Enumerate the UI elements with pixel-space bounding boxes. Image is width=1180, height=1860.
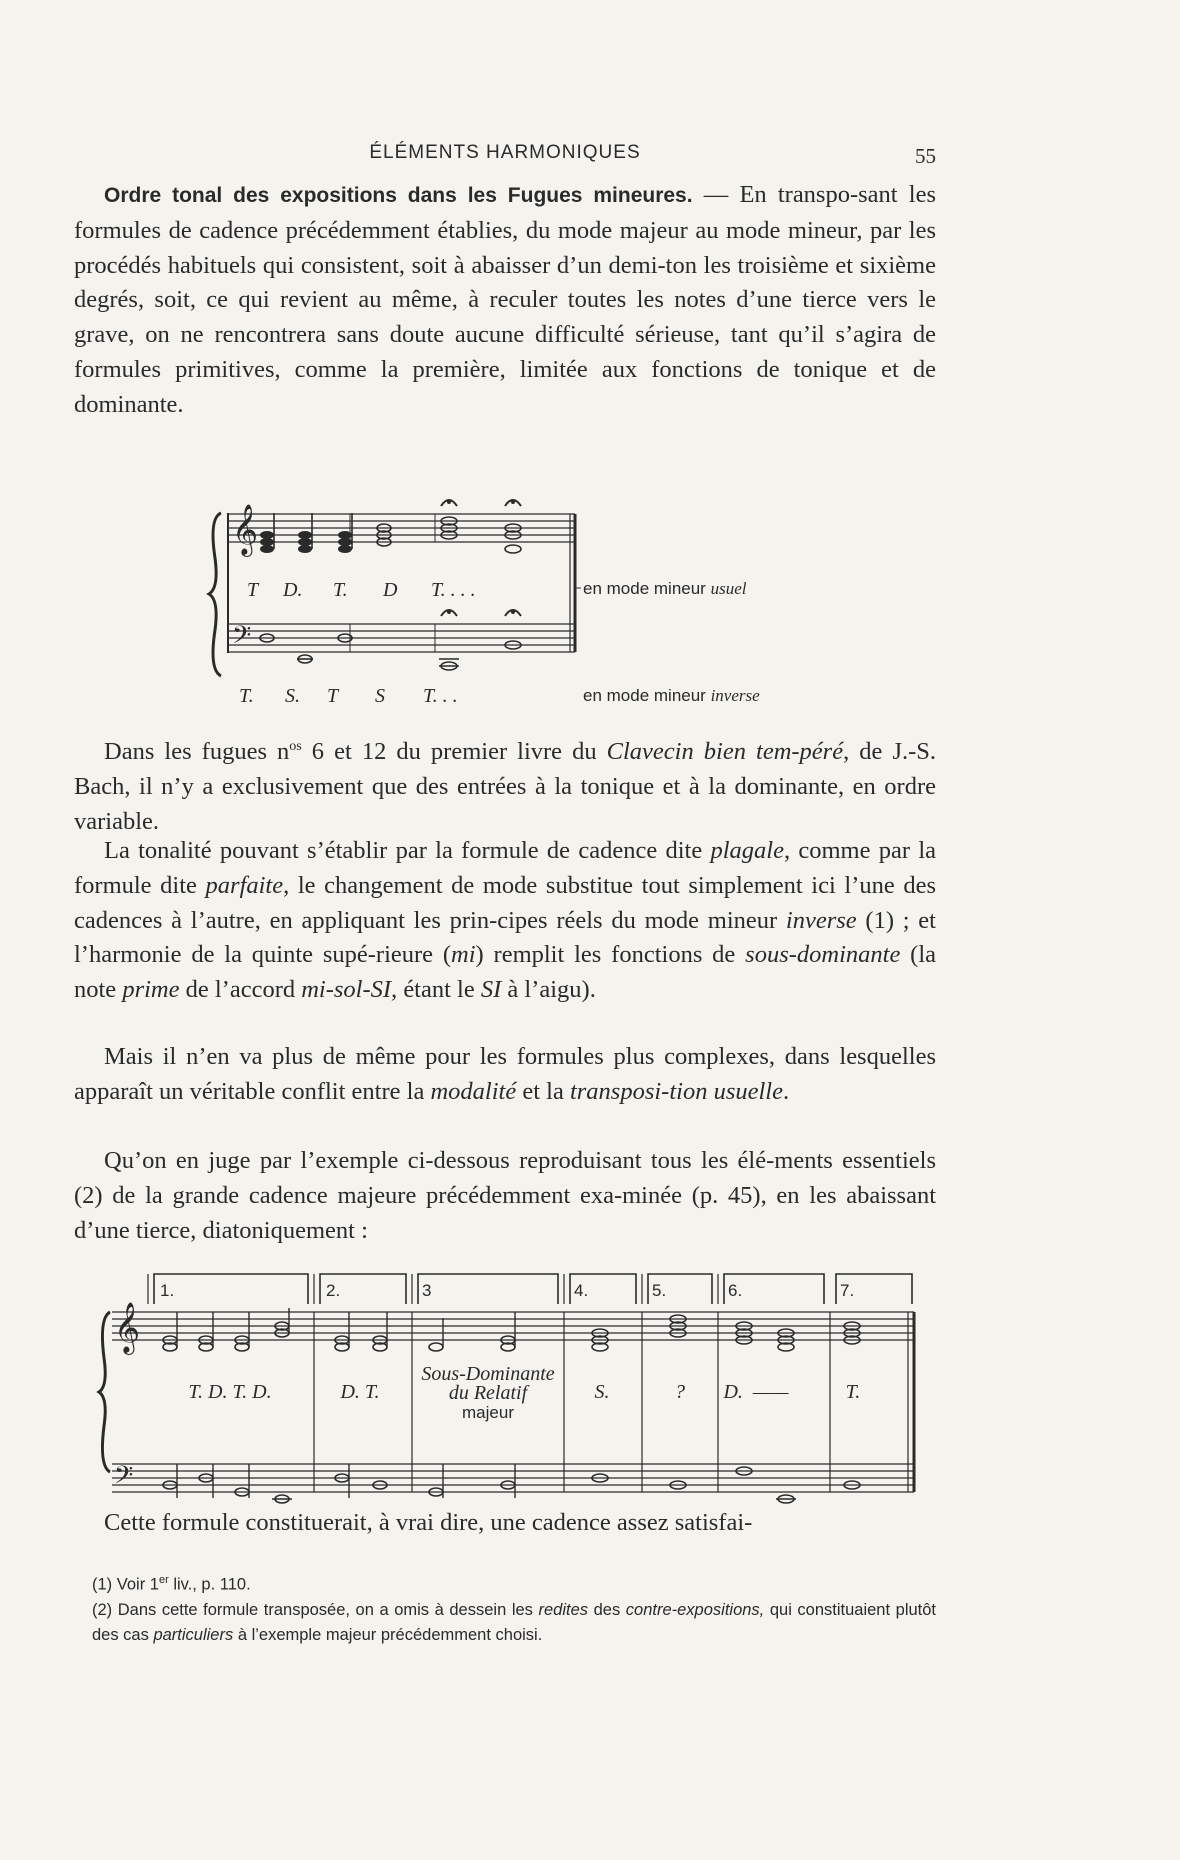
text-run: à l’aigu).: [501, 976, 596, 1004]
footnote-2: [92, 1598, 936, 1648]
text-run: (la note: [74, 941, 936, 1004]
italic-term: contre-expositions,: [625, 1600, 765, 1619]
section-heading: Ordre tonal des expositions dans les Fugues mineures.: [104, 184, 693, 207]
function-label-lower: S: [375, 685, 385, 707]
text-run: qui constituaient plutôt des cas: [92, 1600, 937, 1644]
text-run: Voir 1: [112, 1575, 159, 1594]
italic-term: redites: [538, 1600, 589, 1619]
text-run: , le changement de mode substitue tout simplement ici l’une des cadences à l’autre, en appliquant les prin-cipes réels du mode mineur: [74, 871, 936, 934]
text-run: Cette formule constituerait, à vrai dire, une cadence assez satisfai-: [104, 1509, 753, 1536]
text-run: et la: [516, 1077, 570, 1105]
text-run: , comme par la formule dite: [74, 837, 936, 899]
italic-term: mi-sol-SI,: [301, 976, 398, 1004]
paragraph-exemple: [74, 1144, 936, 1248]
function-label: S.: [594, 1381, 610, 1403]
function-label-lower: S.: [285, 685, 300, 707]
function-label-upper: T: [247, 579, 259, 601]
text-run: La tonalité pouvant s’établir par la formule de cadence dite: [104, 837, 711, 864]
italic-term: modalité: [430, 1077, 517, 1105]
function-label-lower: T.: [239, 685, 254, 707]
text-run: ) remplit les fonctions de: [475, 941, 746, 969]
text-run: Dans cette formule transposée, on a omis à dessein les: [112, 1600, 539, 1619]
italic-term: prime: [122, 976, 180, 1004]
paragraph-tonalite: [74, 834, 936, 1008]
text-run: étant le: [397, 976, 481, 1004]
section-number: 3: [422, 1281, 432, 1300]
text-run: Qu’on en juge par l’exemple ci-dessous reproduisant tous les élé-ments essentiels (2) de la grande cadence majeure précédemment exa-minée (p. 45), en les abaissant d’une tierce, diatoniquement :: [74, 1147, 936, 1244]
footnotes: [92, 1568, 936, 1648]
function-label-lower: T. . .: [423, 685, 458, 707]
function-label: D. ——: [723, 1381, 789, 1403]
paragraph-bach-fugues: [74, 730, 936, 840]
section-number: 1.: [160, 1281, 175, 1300]
text-run: de l’accord: [179, 976, 302, 1004]
treble-clef-icon: 𝄞: [232, 504, 259, 555]
italic-term: inverse: [785, 906, 857, 934]
brace: [99, 1312, 110, 1472]
paragraph-fugues-mineures: [74, 178, 936, 423]
function-label-upper: T. . . .: [431, 579, 476, 601]
lower-caption: en mode mineur inverse: [583, 686, 760, 705]
paragraph-text: — En transpo-sant les formules de cadence précédemment établies, du mode majeur au mode mineur, par les procédés habituels qui consistent, soit à abaisser d’un demi-ton les troisième et sixième degrés, soit, ce qui revient au même, à reculer toutes les notes d’une tierce vers le grave, on ne rencontrera sans doute aucune difficulté sérieuse, tant qu’il s’agira de formules primitives, comme la première, limitée aux fonctions de tonique et de dominante.: [74, 181, 936, 418]
section-number: 4.: [574, 1281, 589, 1300]
function-label: D. T.: [340, 1381, 380, 1403]
section-number: 6.: [728, 1281, 743, 1300]
italic-term: parfaite: [205, 871, 284, 899]
function-label: du Relatif: [448, 1382, 528, 1404]
footnote-number: (1): [92, 1575, 113, 1594]
text-run: , de J.-S. Bach, il n’y a exclusivement que des entrées à la tonique et à la dominante, en ordre variable.: [74, 738, 937, 835]
text-run: 6 et 12 du premier livre du: [301, 738, 607, 766]
header-title: ÉLÉMENTS HARMONIQUES: [369, 142, 641, 163]
function-label: T.: [845, 1381, 861, 1403]
brace: [209, 513, 221, 676]
function-label: Sous-Dominante: [421, 1363, 555, 1385]
italic-term: transposi-tion usuelle: [569, 1077, 783, 1105]
footnote-number: (2): [92, 1600, 113, 1619]
section-number: 7.: [840, 1281, 855, 1300]
music-example-cadences: [205, 488, 845, 713]
upper-caption: en mode mineur usuel: [583, 579, 747, 598]
text-run: liv., p. 110.: [168, 1575, 251, 1594]
text-run: des: [588, 1600, 626, 1619]
italic-term: particuliers: [153, 1625, 234, 1644]
book-title: Clavecin bien tem-péré: [606, 738, 844, 766]
italic-term: mi: [451, 941, 476, 969]
italic-term: SI: [480, 976, 502, 1004]
music-example-grande-cadence: [96, 1268, 916, 1496]
function-label-upper: T.: [333, 579, 348, 601]
italic-term: sous-dominante: [745, 941, 901, 969]
treble-clef-icon: 𝄞: [114, 1302, 141, 1353]
superscript: er: [158, 1574, 169, 1586]
bass-clef-icon: 𝄢: [114, 1461, 134, 1496]
function-label: majeur: [462, 1403, 514, 1422]
footnote-1: [92, 1568, 936, 1598]
running-header: [74, 140, 936, 170]
function-label: T. D. T. D.: [188, 1381, 272, 1403]
superscript: os: [289, 739, 302, 754]
text-run: à l’exemple majeur précédemment choisi.: [233, 1625, 543, 1644]
paragraph-formules-complexes: [74, 1040, 936, 1110]
text-run: Dans les fugues n: [104, 738, 290, 766]
text-run: .: [782, 1077, 790, 1105]
bass-clef-icon: 𝄢: [232, 621, 252, 656]
function-label-upper: D.: [283, 579, 303, 601]
paragraph-cette-formule: [74, 1506, 936, 1541]
page-number: 55: [915, 144, 936, 168]
text-run: (1) ; et l’harmonie de la quinte supé-rieure (: [74, 906, 936, 969]
text-run: Mais il n’en va plus de même pour les formules plus complexes, dans lesquelles apparaît un véritable conflit entre la: [74, 1043, 936, 1105]
italic-term: plagale: [710, 837, 784, 864]
section-number: 5.: [652, 1281, 667, 1300]
function-label-upper: D: [383, 579, 398, 601]
section-number: 2.: [326, 1281, 341, 1300]
function-label: ?: [675, 1381, 685, 1403]
function-label-lower: T: [327, 685, 339, 707]
